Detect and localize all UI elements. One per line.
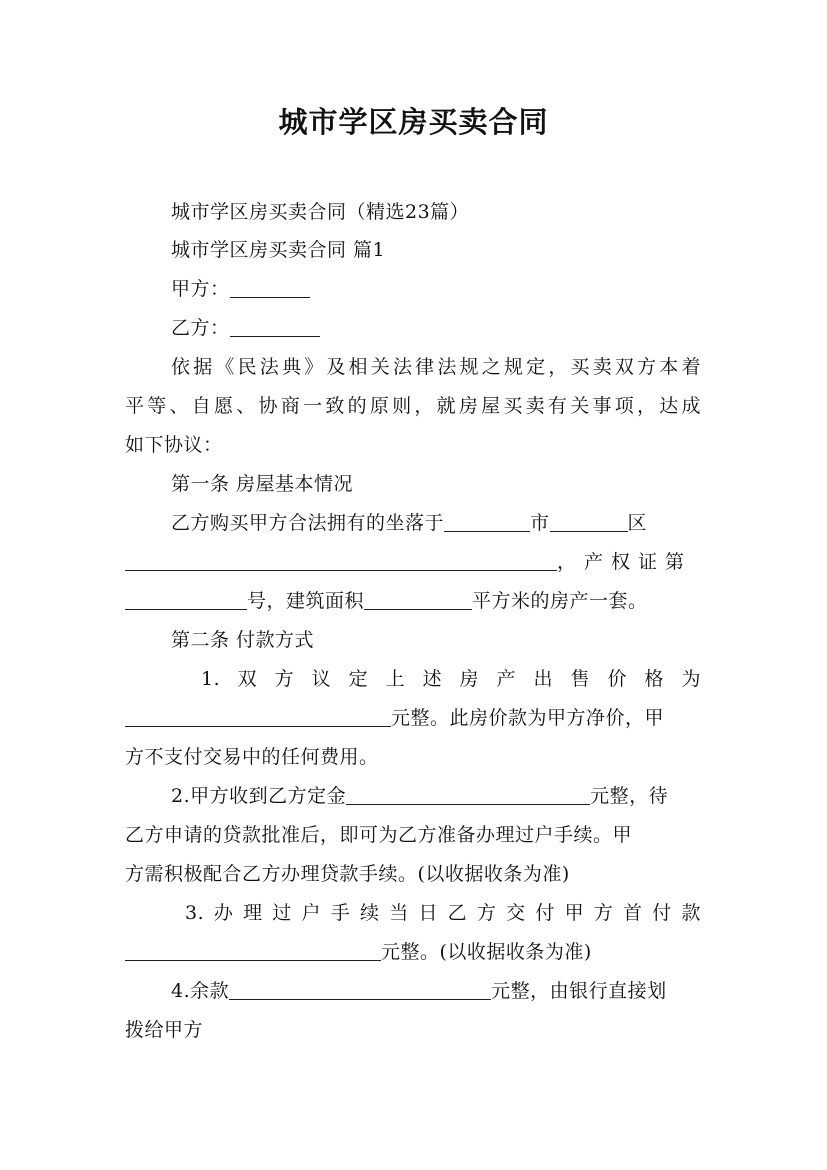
- clause-3-line-2: [125, 933, 701, 971]
- party-a-blank: [230, 277, 310, 298]
- clause-2-line-1: [125, 777, 701, 815]
- down-payment-blank: [125, 940, 381, 961]
- clause-4-line-2: 拨给甲方: [125, 1019, 204, 1041]
- party-a-label: 甲方：: [171, 278, 230, 300]
- article-1-line-3: [125, 582, 701, 620]
- clause-3-line-1: 3.办理过户手续当日乙方交付甲方首付款: [185, 902, 701, 924]
- clause-4-line-1: [125, 972, 701, 1010]
- district-suffix: 区: [627, 512, 648, 534]
- clause-2-line-3: 方需积极配合乙方办理贷款手续。(以收据收条为准): [125, 863, 570, 885]
- down-payment-text: 元整。(以收据收条为准): [381, 941, 592, 963]
- deposit-text: 2.甲方收到乙方定金: [171, 785, 347, 807]
- clause-2-line-2: 乙方申请的贷款批准后，即可为乙方准备办理过户手续。甲: [125, 824, 633, 846]
- certificate-number-blank: [125, 589, 247, 610]
- area-text: 号，建筑面积: [247, 590, 365, 612]
- clause-1-line-2: [125, 699, 701, 737]
- party-b-blank: [230, 316, 320, 337]
- article-1-title: 第一条 房屋基本情况: [171, 473, 354, 495]
- deposit-blank: [346, 784, 590, 805]
- balance-blank: [229, 979, 491, 1000]
- preamble-line-2: 平等、自愿、协商一致的原则，就房屋买卖有关事项，达成: [125, 395, 701, 417]
- certificate-text: ，产权证第: [557, 551, 693, 573]
- price-blank: [125, 706, 391, 727]
- balance-suffix: 元整，由银行直接划: [491, 980, 667, 1002]
- party-b-line: [125, 309, 701, 347]
- address-blank: [125, 550, 557, 571]
- clause-1-line-3: 方不支付交易中的任何费用。: [125, 746, 379, 768]
- area-blank: [364, 589, 472, 610]
- city-blank: [444, 511, 530, 532]
- clause-1-line-1: 1.双方议定上述房产出售价格为: [201, 668, 701, 690]
- party-b-label: 乙方：: [171, 317, 230, 339]
- preamble-line-3: 如下协议：: [125, 434, 223, 456]
- location-text: 乙方购买甲方合法拥有的坐落于: [171, 512, 445, 534]
- article-1-line-1: [125, 504, 701, 542]
- section-heading: 城市学区房买卖合同 篇1: [171, 239, 386, 261]
- balance-text: 4.余款: [171, 980, 230, 1002]
- preamble-line-1: 依据《民法典》及相关法律法规之规定，买卖双方本着: [171, 356, 701, 378]
- document-title: 城市学区房买卖合同: [278, 105, 549, 139]
- article-2-title: 第二条 付款方式: [171, 629, 315, 651]
- article-1-line-2: [125, 543, 701, 581]
- area-suffix: 平方米的房产一套。: [472, 590, 648, 612]
- district-blank: [550, 511, 628, 532]
- deposit-suffix: 元整，待: [590, 785, 669, 807]
- document-subtitle: 城市学区房买卖合同（精选23篇）: [171, 201, 470, 223]
- city-suffix: 市: [530, 512, 550, 534]
- party-a-line: [125, 270, 701, 308]
- price-text: 元整。此房价款为甲方净价，甲: [391, 707, 665, 729]
